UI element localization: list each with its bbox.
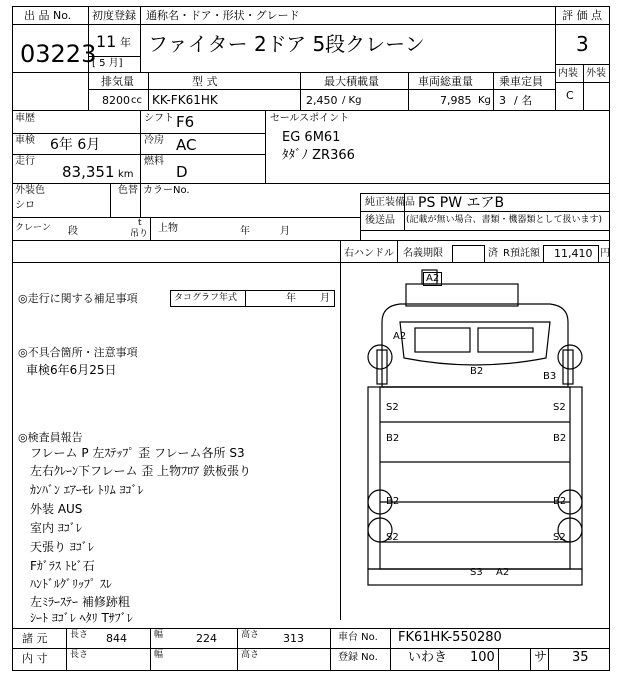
crane-stage: 段: [68, 226, 78, 237]
max-load-label: 最大積載量: [324, 75, 379, 88]
damage-mark: S2: [553, 402, 566, 413]
aircon-value: AC: [176, 136, 197, 154]
sales-point-line: ﾀﾀﾞﾉ ZR366: [282, 148, 355, 163]
standard-equip-label: 純正装備品: [365, 197, 415, 208]
aftermarket-note: (記載が無い場合、書類・機器類として扱います): [406, 215, 603, 225]
crane-label: クレーン: [15, 223, 51, 233]
lift-month: 月: [280, 226, 290, 237]
displacement-value: 8200: [102, 94, 130, 107]
damage-mark: B2: [553, 433, 567, 444]
aftermarket-label: 後送品: [365, 215, 395, 226]
sales-point-line: EG 6M61: [282, 130, 341, 145]
damage-mark: S3: [470, 567, 483, 578]
inspector-line: 左ﾐﾗｰｽﾃｰ 補修跡粗: [30, 595, 130, 609]
max-load-value: 2,450: [306, 94, 338, 107]
inspection-value: 6年 6月: [50, 137, 101, 153]
width-value: 224: [196, 632, 217, 645]
height-label: 高さ: [241, 630, 260, 640]
chassis-number: FK61HK-550280: [398, 630, 502, 645]
damage-mark: B2: [386, 496, 400, 507]
capacity-label: 乗車定員: [499, 75, 543, 88]
aircon-label: 冷房: [144, 135, 164, 146]
model-name: ファイター 2ドア 5段クレーン: [148, 32, 425, 56]
mileage-unit: km: [118, 169, 134, 180]
inspector-heading: ◎検査員報告: [18, 431, 83, 444]
mileage-label: 走行: [15, 156, 35, 167]
reg-no-label: 登録 No.: [338, 652, 378, 663]
shift-label: シフト: [144, 113, 174, 124]
reg-kana: サ: [534, 650, 548, 665]
interior-label: 内装: [558, 68, 578, 79]
damage-mark: A2: [496, 567, 510, 578]
inspector-line: フレーム P 左ｽﾃｯﾌﾟ 歪 フレーム各所 S3: [30, 446, 245, 460]
damage-mark: B2: [553, 496, 567, 507]
lift-year: 年: [240, 226, 250, 237]
inspector-line: ｶﾝﾊﾞﾝ ｴｱｰﾓﾚ ﾄﾘﾑ ﾖｺﾞﾚ: [30, 483, 144, 497]
inspector-line: 外装 AUS: [30, 502, 83, 516]
width-label: 幅: [154, 630, 164, 640]
displacement-unit: cc: [131, 95, 142, 106]
fuel-label: 燃料: [144, 156, 164, 167]
recycle-label: R預託額: [503, 248, 540, 259]
in-height-label: 高さ: [241, 650, 260, 660]
sales-point-label: セールスポイント: [270, 113, 350, 124]
damage-mark: B2: [386, 433, 400, 444]
in-length-label: 長さ: [70, 650, 89, 660]
standard-equip-value: PS PW エアB: [418, 195, 505, 211]
height-value: 313: [283, 632, 304, 645]
gross-weight-value: 7,985: [440, 94, 472, 107]
exterior-label: 外装: [586, 68, 606, 79]
defect-line: 車検6年6月25日: [26, 363, 117, 377]
crane-hang: 吊り: [130, 229, 149, 239]
ext-color-label: 外装色: [15, 185, 45, 196]
dims-label: 諸 元: [22, 632, 48, 645]
lot-label: 出 品 No.: [24, 9, 72, 22]
damage-mark: S2: [386, 532, 399, 543]
damage-mark: B2: [470, 366, 484, 377]
inspector-line: ﾊﾝﾄﾞﾙｸﾞﾘｯﾌﾟ ｽﾚ: [30, 577, 112, 591]
year-unit: 年: [120, 36, 131, 49]
reg-area: いわき: [408, 650, 448, 665]
inspection-label: 車検: [15, 135, 35, 146]
tacho-year: 年: [286, 293, 296, 304]
damage-mark: S2: [553, 532, 566, 543]
interior-dims-label: 内 寸: [22, 652, 48, 665]
damage-mark: A2: [423, 272, 442, 286]
capacity-value: 3: [499, 94, 506, 107]
driving-notes-heading: ◎走行に関する補足事項: [18, 292, 138, 305]
reg-number: 35: [572, 650, 589, 665]
first-reg-year: 11: [96, 32, 117, 51]
fuel-value: D: [176, 163, 188, 181]
inspector-line: 天張り ﾖｺﾞﾚ: [30, 540, 94, 554]
chassis-label: 車台 No.: [338, 632, 378, 643]
inspector-line: ｼｰﾄ ﾖｺﾞﾚ ﾍﾀﾘ Tｻﾌﾞﾚ: [30, 611, 133, 625]
length-value: 844: [106, 632, 127, 645]
color-change-label: 色替: [118, 185, 138, 196]
inspector-line: 左右ｸﾚｰﾝ下フレーム 歪 上物ﾌﾛｱ 鉄板張り: [30, 464, 251, 478]
recycle-unit: 円: [600, 248, 610, 259]
damage-mark: A2: [393, 331, 407, 342]
tacho-label: タコグラフ年式: [174, 293, 238, 303]
inspector-line: Fｶﾞﾗｽ ﾄﾋﾞ石: [30, 559, 95, 573]
history-label: 車歴: [15, 113, 35, 124]
damage-mark: B3: [543, 371, 557, 382]
first-reg-month: [ 5 月]: [92, 58, 123, 69]
capacity-unit: / 名: [514, 94, 533, 107]
model-label: 型 式: [192, 75, 218, 88]
name-label: 通称名・ドア・形状・グレード: [146, 9, 300, 22]
crane-t: t: [138, 218, 142, 228]
interior-grade: C: [566, 89, 574, 102]
color-no-label: カラーNo.: [143, 185, 190, 196]
reg-class: 100: [470, 650, 495, 665]
displacement-label: 排気量: [101, 75, 134, 88]
gross-weight-unit: Kg: [478, 95, 491, 106]
recycle-amount: 11,410: [554, 247, 593, 260]
recycle-deposit-label: 済: [488, 248, 498, 259]
tacho-month: 月: [320, 293, 330, 304]
in-width-label: 幅: [154, 650, 164, 660]
length-label: 長さ: [70, 630, 89, 640]
name-change-label: 名義期限: [403, 248, 443, 259]
model-code: KK-FK61HK: [152, 93, 218, 107]
score-label: 評 価 点: [562, 9, 602, 22]
lot-number: 03223: [20, 40, 97, 68]
ext-color-value: シロ: [15, 200, 35, 211]
max-load-unit: / Kg: [342, 95, 362, 106]
lift-label: 上物: [158, 223, 178, 234]
inspector-line: 室内 ﾖｺﾞﾚ: [30, 521, 82, 535]
defects-heading: ◎不具合箇所・注意事項: [18, 346, 138, 359]
score-value: 3: [576, 32, 589, 56]
steering: 右ハンドル: [344, 248, 394, 259]
mileage-value: 83,351: [62, 163, 115, 181]
gross-weight-label: 車両総重量: [418, 75, 473, 88]
damage-mark: S2: [386, 402, 399, 413]
first-reg-label: 初度登録: [92, 9, 136, 22]
shift-value: F6: [176, 113, 195, 131]
